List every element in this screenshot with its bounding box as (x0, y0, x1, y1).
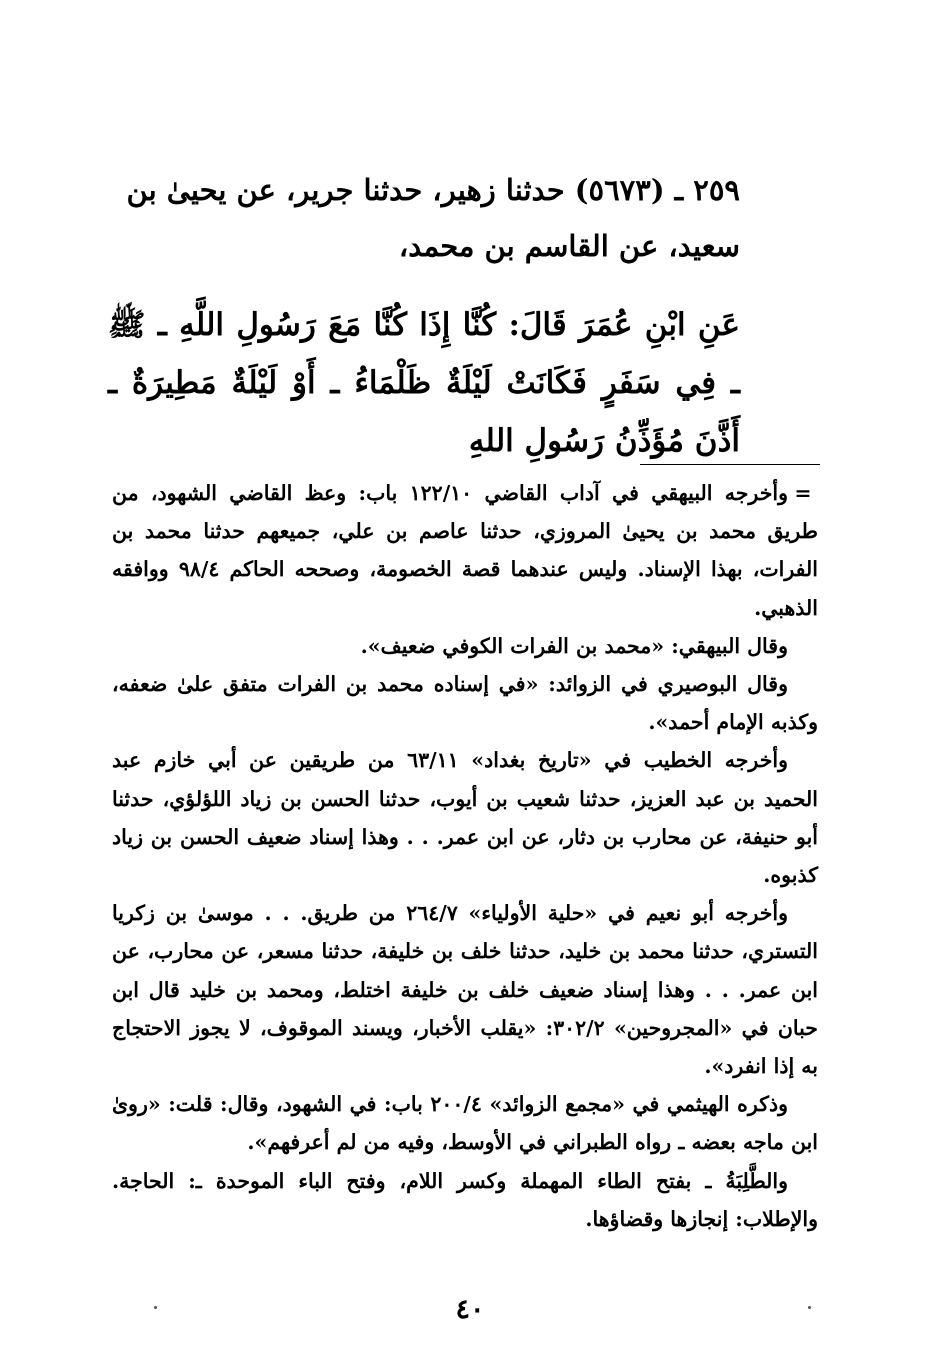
hadith-header-line-2: سعيد، عن القاسم بن محمد، (398, 229, 740, 263)
hadith-header-line-1: ٢٥٩ ـ (٥٦٧٣) حدثنا زهير، حدثنا جرير، عن يحيىٰ بن (126, 173, 740, 207)
footnote-paragraph: وقال البوصيري في الزوائد: «في إسناده محمد بن الفرات متفق علىٰ ضعفه، وكذبه الإمام أحمد». (112, 672, 818, 735)
footnote-text: وأخرجه البيهقي في آداب القاضي ١٢٢/١٠ باب: وعظ القاضي الشهود، من طريق محمد بن يحيىٰ المروزي، حدثنا عاصم بن علي، جميعهم حدثنا محمد بن الفرات، بهذا الإسناد. وليس عندهما قصة الخصومة، وصححه الحاكم ٩٨/٤ ووافقه الذهبي. (112, 481, 818, 620)
footnote-divider (640, 464, 820, 465)
hadith-text: عَنِ ابْنِ عُمَرَ قَالَ: كُنَّا إِذَا كُنَّا مَعَ رَسُولِ اللَّهِ ـ ﷺ ـ فِي سَفَرٍ فَكَانَتْ لَيْلَةٌ ظَلْمَاءُ ـ أَوْ لَيْلَةٌ مَطِيرَةٌ ـ أَذَّنَ مُؤَذِّنُ رَسُولِ اللهِ (108, 307, 740, 459)
footnote-paragraph: والطَّلِبَةُ ـ بفتح الطاء المهملة وكسر اللام، وفتح الباء الموحدة ـ: الحاجة. والإطلاب: إنجازها وقضاؤها. (112, 1168, 818, 1231)
footnote-continuation-mark: = (794, 481, 812, 505)
scan-speck (154, 1306, 157, 1309)
scan-speck (808, 1306, 811, 1309)
footnote-paragraph: وأخرجه الخطيب في «تاريخ بغداد» ٦٣/١١ من طريقين عن أبي خازم عبد الحميد بن عبد العزيز، حدثنا شعيب بن أيوب، حدثنا الحسن بن زياد اللؤلؤي، حدثنا أبو حنيفة، عن محارب بن دثار، عن ابن عمر. . . وهذا إسناد ضعيف الحسن بن زياد كذبوه. (112, 748, 818, 888)
page-number: ٤٠ (455, 1294, 485, 1325)
footnotes-section (112, 474, 818, 1238)
footnote-paragraph: وذكره الهيثمي في «مجمع الزوائد» ٢٠٠/٤ باب: في الشهود، وقال: قلت: «روىٰ ابن ماجه بعضه ـ رواه الطبراني في الأوسط، وفيه من لم أعرفهم». (112, 1092, 818, 1155)
footnote-paragraph: وقال البيهقي: «محمد بن الفرات الكوفي ضعيف». (360, 633, 788, 658)
hadith-chain-header (108, 162, 740, 274)
footnote-paragraph: وأخرجه أبو نعيم في «حلية الأولياء» ٢٦٤/٧ من طريق. . . موسىٰ بن زكريا التستري، حدثنا محمد بن خليد، حدثنا خلف بن خليفة، حدثنا مسعر، عن محارب، عن ابن عمر. . . وهذا إسناد ضعيف خلف بن خليفة اختلط، ومحمد بن خليد قال ابن حبان في «المجروحين» ٣٠٢/٢: «يقلب الأخبار، ويسند الموقوف، لا يجوز الاحتجاج به إذا انفرد». (112, 901, 818, 1079)
footnote-paragraph (112, 474, 818, 627)
